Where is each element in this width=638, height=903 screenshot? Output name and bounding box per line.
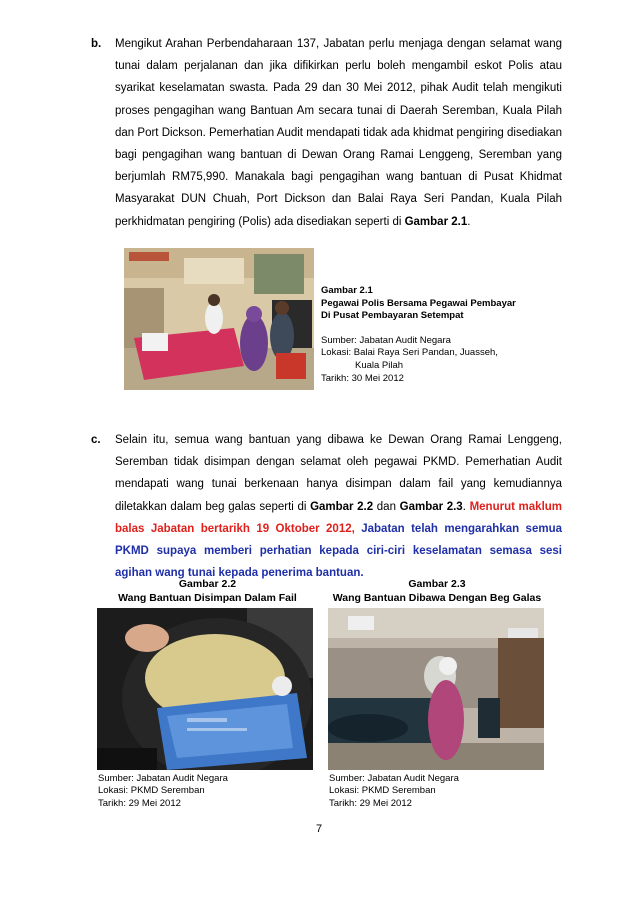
photo-cash-in-backpack bbox=[328, 608, 544, 770]
figure-2-1-caption-line1: Pegawai Polis Bersama Pegawai Pembayar bbox=[321, 297, 516, 309]
paragraph-c-period: . bbox=[462, 500, 470, 513]
department-action-text: Jabatan telah mengarahkan semua PKMD supaya memberi perhatian kepada ciri-ciri keselamatan semasa sesi agihan wang tunai kepada penerima bantuan. bbox=[115, 522, 562, 580]
figure-2-1-title: Gambar 2.1 bbox=[321, 285, 373, 296]
item-letter-b: b. bbox=[91, 38, 102, 50]
figure-2-2-date: Tarikh: 29 Mei 2012 bbox=[98, 797, 181, 809]
figure-2-3-date: Tarikh: 29 Mei 2012 bbox=[329, 797, 412, 809]
figure-2-1-caption bbox=[321, 285, 541, 385]
figure-2-1-source: Sumber: Jabatan Audit Negara bbox=[321, 334, 451, 346]
item-letter-c: c. bbox=[91, 434, 101, 446]
response-date-text: Menurut maklum balas Jabatan bertarikh 19 Oktober 2012, bbox=[115, 500, 563, 535]
paragraph-c-text: Selain itu, semua wang bantuan yang dibawa ke Dewan Orang Ramai Lenggeng, Seremban tidak disimpan dengan selamat oleh pegawai PKMD. Pemerhatian Audit mendapati wang tunai berkenaan hanya disimpan dalam fail yang kemudiannya diletakkan dalam beg galas seperti di bbox=[115, 434, 562, 513]
paragraph-c bbox=[115, 429, 562, 584]
figure-2-1-location-line1: Lokasi: Balai Raya Seri Pandan, Juasseh, bbox=[321, 347, 498, 359]
reference-gambar-2-2: Gambar 2.2 bbox=[310, 500, 374, 513]
figure-2-2-title: Gambar 2.2 bbox=[178, 578, 237, 590]
figure-2-2-source-block bbox=[98, 773, 313, 810]
figure-2-1-location-line2: Kuala Pilah bbox=[355, 359, 404, 371]
page-number: 7 bbox=[315, 823, 323, 835]
reference-gambar-2-3: Gambar 2.3 bbox=[399, 500, 463, 513]
paragraph-b-text: Mengikut Arahan Perbendaharaan 137, Jabatan perlu menjaga dengan selamat wang tunai dalam perjalanan dan jika difikirkan perlu boleh mengambil eskot Polis atau syarikat keselamatan swasta. Pada 29 dan 30 Mei 2012, pihak Audit telah mengikuti proses pengagihan wang Bantuan Am secara tunai di Daerah Seremban, Kuala Pilah dan Port Dickson. Pemerhatian Audit mendapati tidak ada khidmat pengiring disediakan bagi pengagihan wang bantuan di Dewan Orang Ramai Lenggeng, Seremban yang berjumlah RM75,990. Manakala bagi pengagihan wang bantuan di Pusat Khidmat Masyarakat DUN Chuah, Port Dickson dan Balai Raya Seri Pandan, Kuala Pilah perkhidmatan pengiring (Polis) ada disediakan seperti di bbox=[115, 38, 562, 228]
figure-2-1-date: Tarikh: 30 Mei 2012 bbox=[321, 372, 404, 384]
paragraph-b-end: . bbox=[467, 215, 471, 228]
paragraph-c-conjunction: dan bbox=[373, 500, 400, 513]
figure-2-3-heading bbox=[326, 578, 548, 605]
figure-2-3-source-block bbox=[329, 773, 544, 810]
reference-gambar-2-1: Gambar 2.1 bbox=[404, 215, 468, 228]
paragraph-b bbox=[115, 33, 562, 233]
figure-2-3-location: Lokasi: PKMD Seremban bbox=[329, 785, 436, 797]
figure-2-3-source: Sumber: Jabatan Audit Negara bbox=[329, 773, 459, 784]
photo-police-with-paying-officers bbox=[124, 248, 314, 390]
figure-2-2-source: Sumber: Jabatan Audit Negara bbox=[98, 773, 228, 784]
figure-2-3-caption: Wang Bantuan Dibawa Dengan Beg Galas bbox=[332, 591, 542, 604]
figure-2-2-location: Lokasi: PKMD Seremban bbox=[98, 785, 205, 797]
figure-2-2-heading bbox=[100, 578, 315, 605]
photo-cash-in-file bbox=[97, 608, 313, 770]
figure-2-2-caption: Wang Bantuan Disimpan Dalam Fail bbox=[118, 591, 297, 604]
figure-2-3-title: Gambar 2.3 bbox=[408, 578, 466, 590]
figure-2-1-caption-line2: Di Pusat Pembayaran Setempat bbox=[321, 310, 464, 322]
